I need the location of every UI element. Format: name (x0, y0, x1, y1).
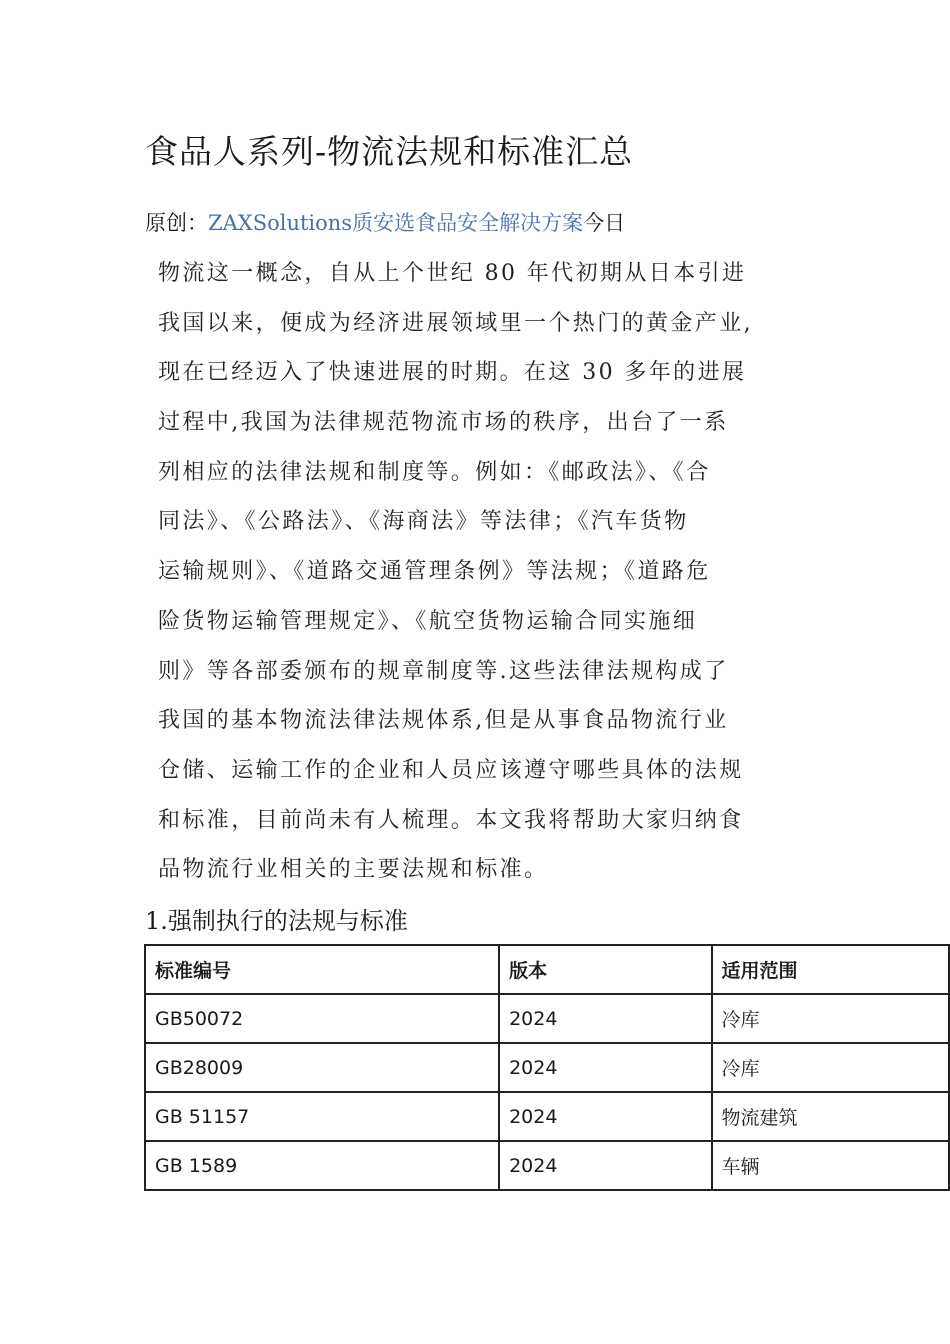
table-row (145, 1043, 949, 1092)
header-version: 版本 (499, 945, 711, 994)
cell-scope: 冷库 (712, 994, 949, 1043)
table-row (145, 994, 949, 1043)
cell-standard-number: GB 1589 (145, 1141, 499, 1190)
body-line: 我国以来，便成为经济进展领域里一个热门的黄金产业, (158, 310, 753, 336)
body-line: 列相应的法律法规和制度等。例如：《邮政法》、《合 (158, 459, 711, 485)
section-heading: 1.强制执行的法规与标准 (145, 907, 408, 935)
body-line: 现在已经迈入了快速进展的时期。在这 30 多年的进展 (158, 360, 747, 386)
cell-scope: 物流建筑 (712, 1092, 949, 1141)
cell-scope: 冷库 (712, 1043, 949, 1092)
article-title: 食品人系列-物流法规和标准汇总 (145, 132, 634, 171)
cell-version: 2024 (499, 1092, 711, 1141)
cell-standard-number: GB28009 (145, 1043, 499, 1092)
article-body (158, 249, 753, 895)
body-line: 过程中,我国为法律规范物流市场的秩序，出台了一系 (158, 410, 729, 436)
table-row (145, 1141, 949, 1190)
body-line: 同法》、《公路法》、《海商法》等法律；《汽车货物 (158, 509, 689, 535)
body-line: 我国的基本物流法律法规体系,但是从事食品物流行业 (158, 708, 729, 734)
table-row (145, 1092, 949, 1141)
byline-date: 今日 (583, 211, 626, 235)
cell-version: 2024 (499, 1043, 711, 1092)
cell-version: 2024 (499, 1141, 711, 1190)
table-header-row (145, 945, 949, 994)
cell-standard-number: GB50072 (145, 994, 499, 1043)
author-link[interactable]: ZAXSolutions质安选食品安全解决方案 (208, 211, 584, 235)
body-line: 物流这一概念，自从上个世纪 80 年代初期从日本引进 (158, 261, 747, 286)
body-line: 品物流行业相关的主要法规和标准。 (158, 857, 549, 883)
article-byline (145, 206, 625, 240)
header-standard-number: 标准编号 (145, 945, 499, 994)
body-line: 险货物运输管理规定》、《航空货物运输合同实施细 (158, 608, 698, 634)
header-scope: 适用范围 (712, 945, 949, 994)
body-line: 仓储、运输工作的企业和人员应该遵守哪些具体的法规 (158, 757, 744, 783)
cell-standard-number: GB 51157 (145, 1092, 499, 1141)
standards-table (144, 944, 950, 1191)
cell-version: 2024 (499, 994, 711, 1043)
body-line: 和标准，目前尚未有人梳理。本文我将帮助大家归纳食 (158, 807, 744, 833)
cell-scope: 车辆 (712, 1141, 949, 1190)
byline-prefix: 原创： (145, 211, 208, 235)
body-line: 运输规则》、《道路交通管理条例》等法规；《道路危 (158, 559, 711, 585)
body-line: 则》等各部委颁布的规章制度等.这些法律法规构成了 (158, 658, 729, 684)
